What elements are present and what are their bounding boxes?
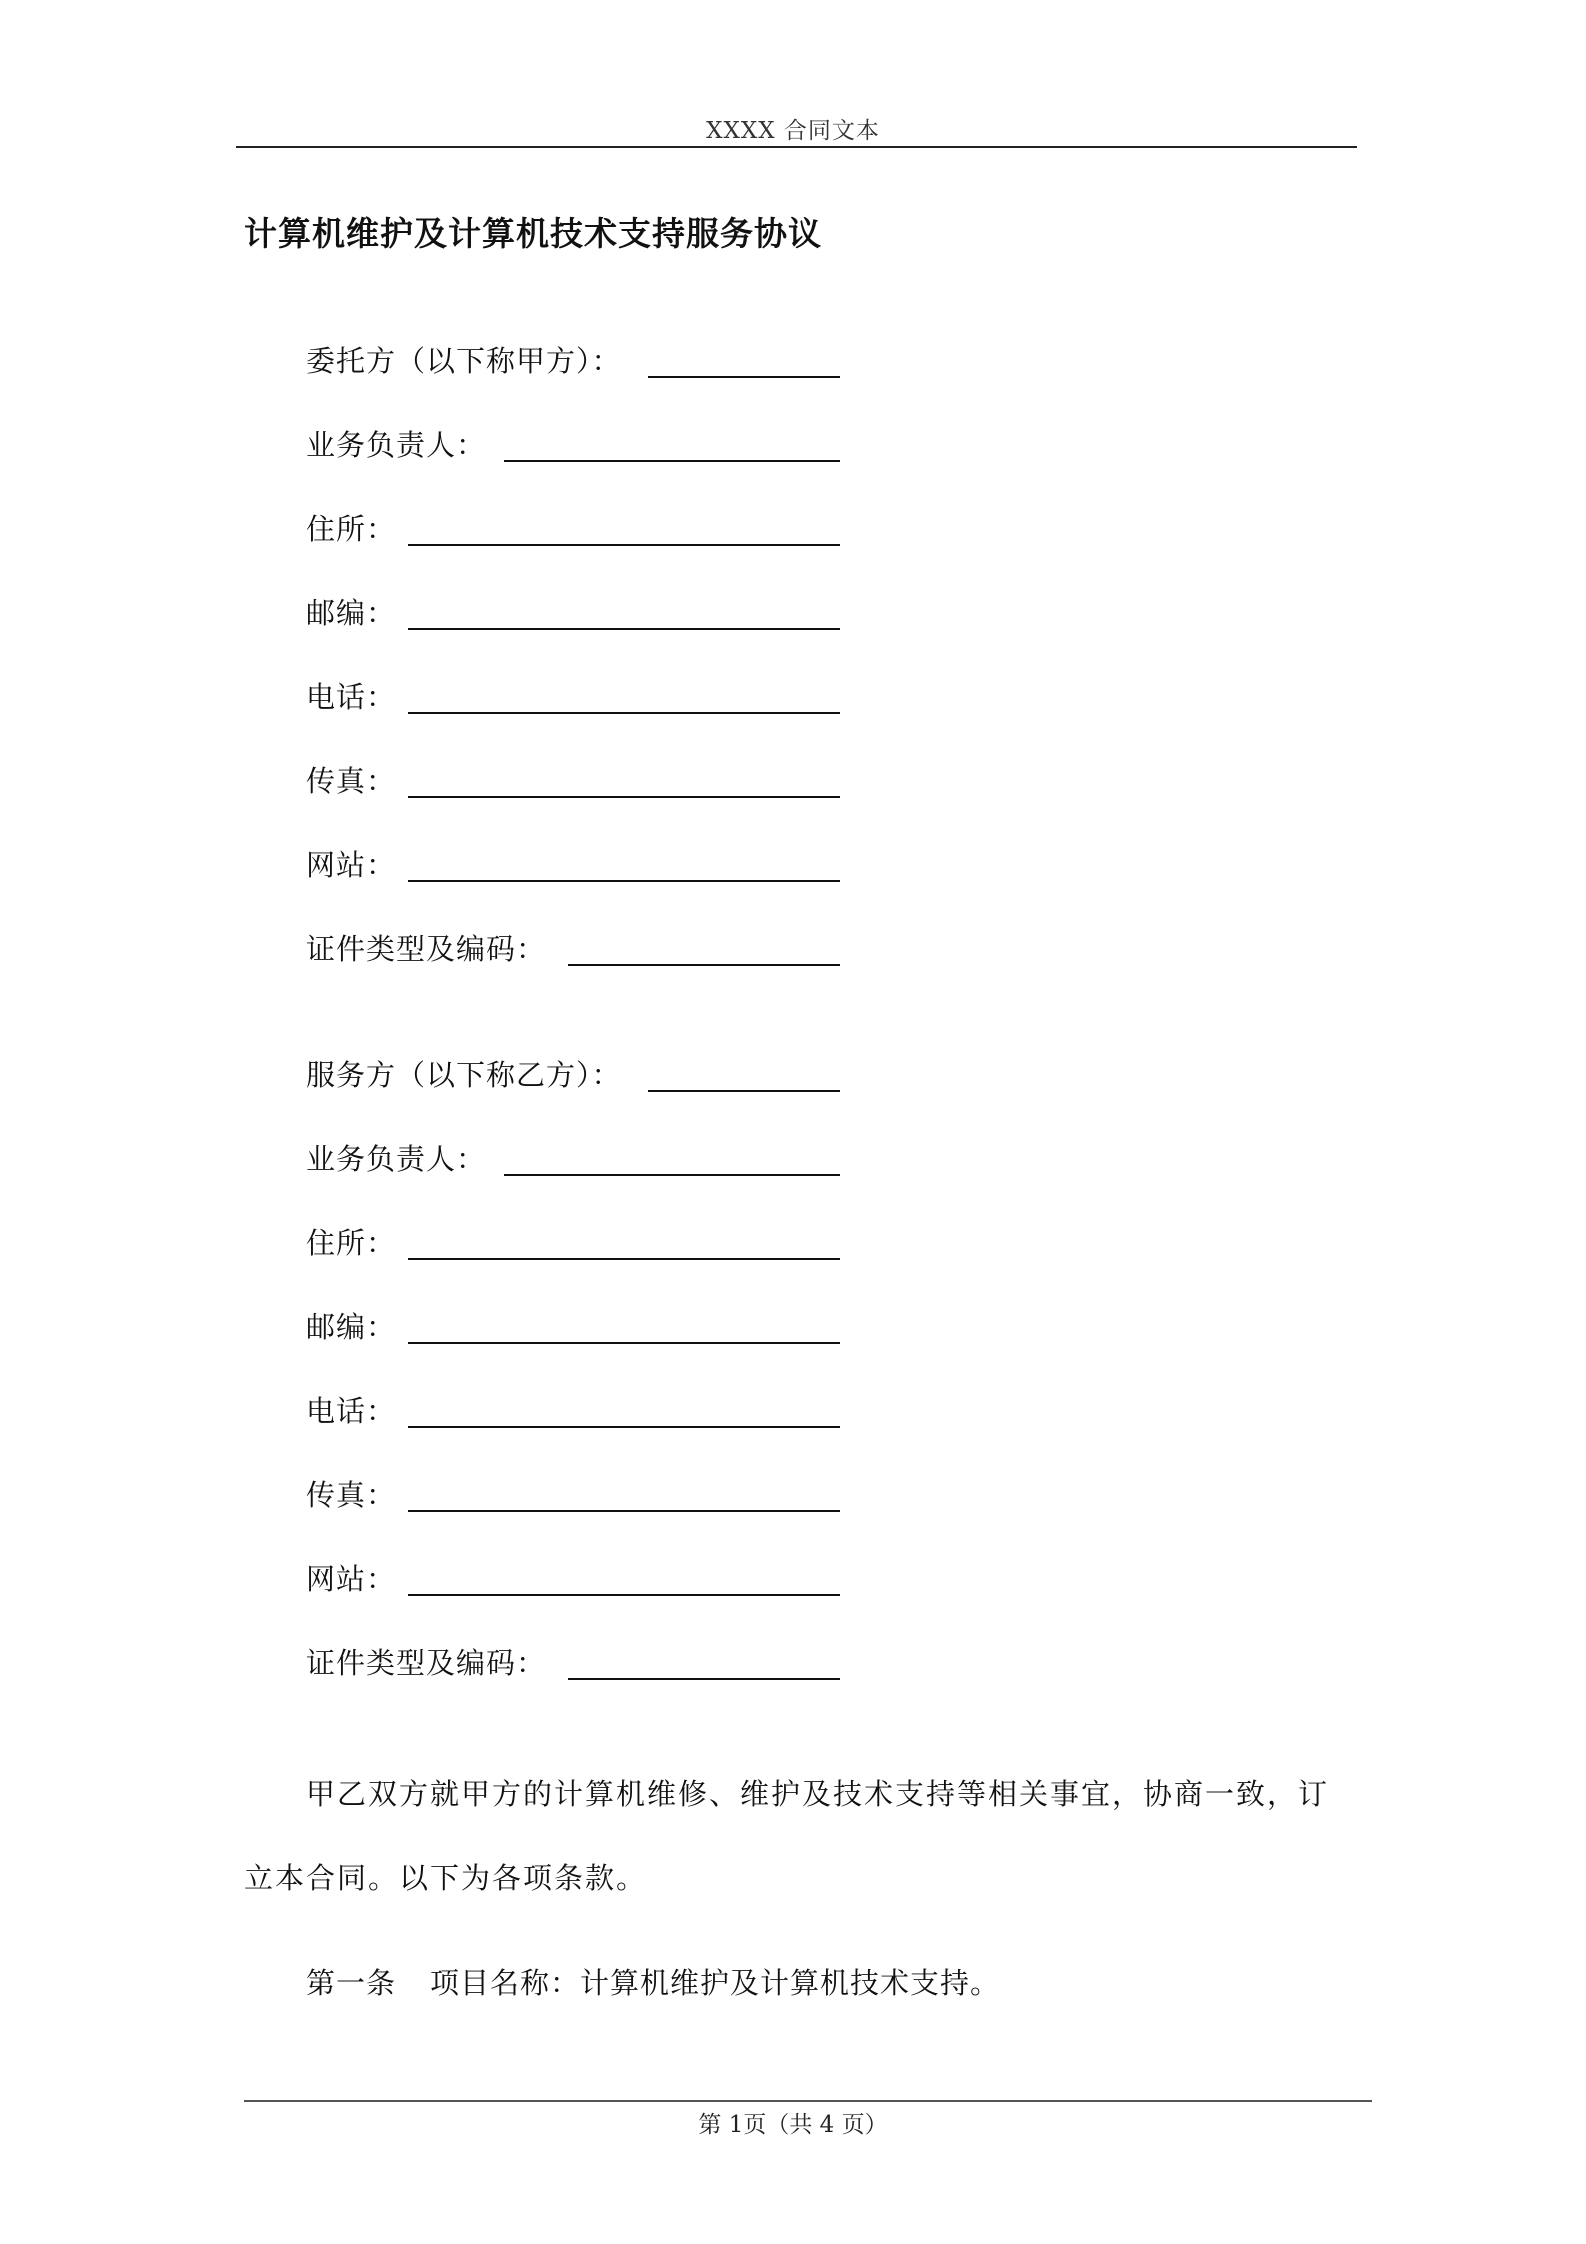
header-rule [236, 146, 1357, 148]
blank-line[interactable] [408, 1510, 840, 1512]
field-label: 传真： [306, 764, 397, 798]
party-a-client-field[interactable] [306, 336, 840, 382]
blank-line[interactable] [568, 964, 840, 966]
field-label: 证件类型及编码： [306, 1646, 547, 1680]
field-label: 电话： [306, 1394, 397, 1428]
party-a-phone-field[interactable] [306, 672, 840, 718]
header-text: XXXX 合同文本 [706, 118, 880, 144]
document-title: 计算机维护及计算机技术支持服务协议 [244, 214, 822, 253]
party-a-fax-field[interactable] [306, 756, 840, 802]
intro-paragraph: 甲乙双方就甲方的计算机维修、维护及技术支持等相关事宜，协商一致，订立本合同。以下为各项条款。 [244, 1777, 1330, 1895]
blank-line[interactable] [504, 1174, 840, 1176]
field-label: 网站： [306, 848, 397, 882]
party-b-manager-field[interactable] [306, 1134, 840, 1180]
footer-rule [244, 2100, 1372, 2102]
field-label: 电话： [306, 680, 397, 714]
article-text: 项目名称：计算机维护及计算机技术支持。 [430, 1966, 1001, 2000]
field-label: 网站： [306, 1562, 397, 1596]
party-a-manager-field[interactable] [306, 420, 840, 466]
party-a-postcode-field[interactable] [306, 588, 840, 634]
blank-line[interactable] [648, 1090, 840, 1092]
blank-line[interactable] [648, 376, 840, 378]
party-b-address-field[interactable] [306, 1218, 840, 1264]
party-b-phone-field[interactable] [306, 1386, 840, 1432]
party-b-fax-field[interactable] [306, 1470, 840, 1516]
field-label: 住所： [306, 1226, 397, 1260]
blank-line[interactable] [408, 1342, 840, 1344]
page-number: 第 1页（共 4 页） [698, 2112, 888, 2138]
party-a-address-field[interactable] [306, 504, 840, 550]
field-label: 传真： [306, 1478, 397, 1512]
party-b-id-field[interactable] [306, 1638, 840, 1684]
article-number: 第一条 [306, 1966, 397, 2000]
blank-line[interactable] [504, 460, 840, 462]
blank-line[interactable] [568, 1678, 840, 1680]
blank-line[interactable] [408, 544, 840, 546]
blank-line[interactable] [408, 880, 840, 882]
party-b-postcode-field[interactable] [306, 1302, 840, 1348]
field-label: 业务负责人： [306, 428, 487, 462]
blank-line[interactable] [408, 712, 840, 714]
party-a-id-field[interactable] [306, 924, 840, 970]
blank-line[interactable] [408, 1426, 840, 1428]
field-label: 业务负责人： [306, 1142, 487, 1176]
blank-line[interactable] [408, 1258, 840, 1260]
field-label: 服务方（以下称乙方）： [306, 1058, 622, 1092]
field-label: 住所： [306, 512, 397, 546]
field-label: 邮编： [306, 596, 397, 630]
party-b-provider-field[interactable] [306, 1050, 840, 1096]
party-b-website-field[interactable] [306, 1554, 840, 1600]
field-label: 证件类型及编码： [306, 932, 547, 966]
field-label: 邮编： [306, 1310, 397, 1344]
party-a-website-field[interactable] [306, 840, 840, 886]
blank-line[interactable] [408, 796, 840, 798]
field-label: 委托方（以下称甲方）： [306, 344, 622, 378]
article-1 [306, 1962, 1000, 2004]
blank-line[interactable] [408, 1594, 840, 1596]
blank-line[interactable] [408, 628, 840, 630]
